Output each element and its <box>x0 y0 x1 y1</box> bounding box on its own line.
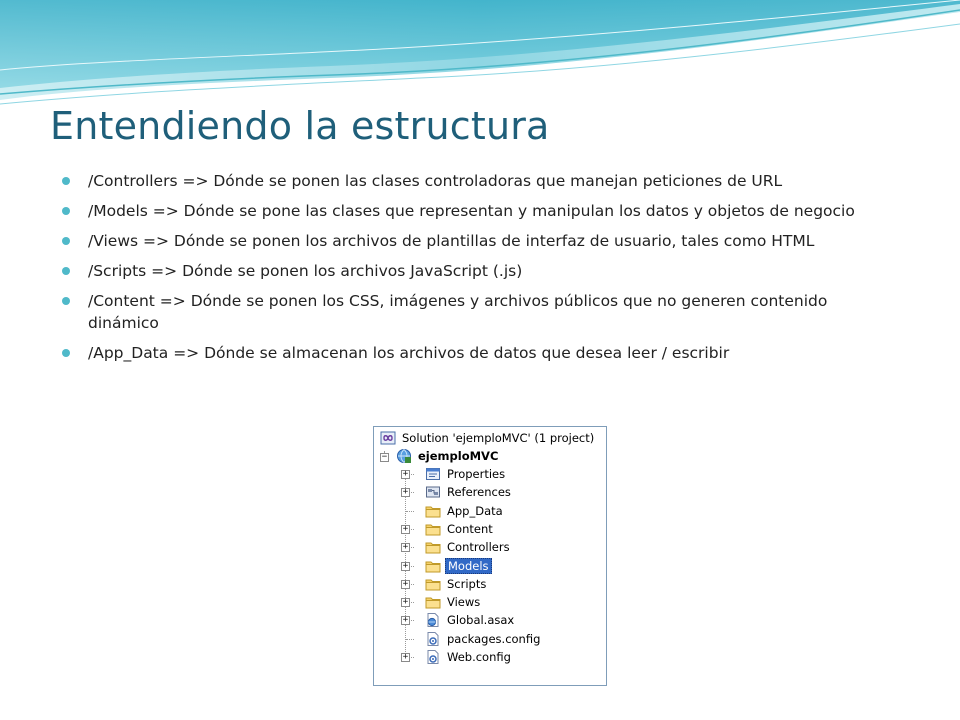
tree-line <box>406 511 414 512</box>
folder-icon <box>425 576 441 592</box>
bullet-dot-icon <box>62 267 70 275</box>
tree-node-solution[interactable] <box>380 429 596 447</box>
tree-node-references[interactable] <box>425 483 513 501</box>
collapse-toggle-icon[interactable]: − <box>381 452 388 462</box>
tree-node-label: App_Data <box>447 504 503 518</box>
tree-node-label: ejemploMVC <box>418 449 499 463</box>
bullet-text: /Content => Dónde se ponen los CSS, imágenes y archivos públicos que no generen contenido dinámico <box>88 292 828 332</box>
properties-icon <box>425 466 441 482</box>
tree-node-label: Global.asax <box>447 613 515 627</box>
global-asax-icon <box>425 612 441 628</box>
tree-node-content[interactable] <box>425 520 495 538</box>
expand-toggle-icon[interactable]: + <box>402 615 409 625</box>
tree-node-packages-config[interactable] <box>425 630 542 648</box>
expand-toggle-icon[interactable]: + <box>402 579 409 589</box>
bullet-list <box>62 170 862 372</box>
expand-toggle-icon[interactable]: + <box>402 542 409 552</box>
tree-node-label: Models <box>445 558 492 574</box>
config-file-icon <box>425 631 441 647</box>
folder-icon <box>425 558 441 574</box>
bullet-text: /App_Data => Dónde se almacenan los archivos de datos que desea leer / escribir <box>88 344 730 362</box>
tree-line <box>406 639 414 640</box>
tree-node-controllers[interactable] <box>425 538 512 556</box>
tree-node-scripts[interactable] <box>425 575 488 593</box>
web-project-icon <box>396 448 412 464</box>
expand-toggle-icon[interactable]: + <box>402 487 409 497</box>
folder-icon <box>425 521 441 537</box>
tree-node-label: References <box>447 485 511 499</box>
expand-toggle-icon[interactable]: + <box>402 469 409 479</box>
expand-toggle-icon[interactable]: + <box>402 597 409 607</box>
folder-icon <box>425 503 441 519</box>
bullet-dot-icon <box>62 207 70 215</box>
bullet-dot-icon <box>62 297 70 305</box>
page-title: Entendiendo la estructura <box>50 104 550 148</box>
bullet-text: /Views => Dónde se ponen los archivos de plantillas de interfaz de usuario, tales como HTML <box>88 232 815 250</box>
tree-node-properties[interactable] <box>425 465 507 483</box>
references-icon <box>425 484 441 500</box>
tree-node-app-data[interactable] <box>425 502 505 520</box>
list-item <box>62 200 862 222</box>
bullet-dot-icon <box>62 349 70 357</box>
list-item <box>62 260 862 282</box>
header-wave-decoration <box>0 0 960 110</box>
tree-node-views[interactable] <box>425 593 482 611</box>
tree-node-global-asax[interactable] <box>425 611 516 629</box>
list-item <box>62 290 862 334</box>
tree-node-label: Scripts <box>447 577 487 591</box>
tree-node-label: Controllers <box>447 540 510 554</box>
tree-node-label: Solution 'ejemploMVC' (1 project) <box>402 431 595 445</box>
tree-node-label: Views <box>447 595 481 609</box>
bullet-text: /Controllers => Dónde se ponen las clases controladoras que manejan peticiones de URL <box>88 172 783 190</box>
list-item <box>62 170 862 192</box>
solution-icon <box>380 430 396 446</box>
tree-node-label: packages.config <box>447 632 541 646</box>
expand-toggle-icon[interactable]: + <box>402 561 409 571</box>
expand-toggle-icon[interactable]: + <box>402 652 409 662</box>
bullet-dot-icon <box>62 237 70 245</box>
tree-node-models[interactable] <box>425 557 492 575</box>
bullet-dot-icon <box>62 177 70 185</box>
config-file-icon <box>425 649 441 665</box>
bullet-text: /Scripts => Dónde se ponen los archivos JavaScript (.js) <box>88 262 523 280</box>
tree-node-label: Web.config <box>447 650 511 664</box>
tree-node-label: Content <box>447 522 493 536</box>
bullet-text: /Models => Dónde se pone las clases que representan y manipulan los datos y objetos de negocio <box>88 202 855 220</box>
tree-node-web-config[interactable] <box>425 648 513 666</box>
list-item <box>62 342 862 364</box>
solution-explorer <box>373 426 607 686</box>
tree-node-label: Properties <box>447 467 506 481</box>
folder-icon <box>425 539 441 555</box>
list-item <box>62 230 862 252</box>
tree-node-project[interactable] <box>396 447 500 465</box>
expand-toggle-icon[interactable]: + <box>402 524 409 534</box>
folder-icon <box>425 594 441 610</box>
